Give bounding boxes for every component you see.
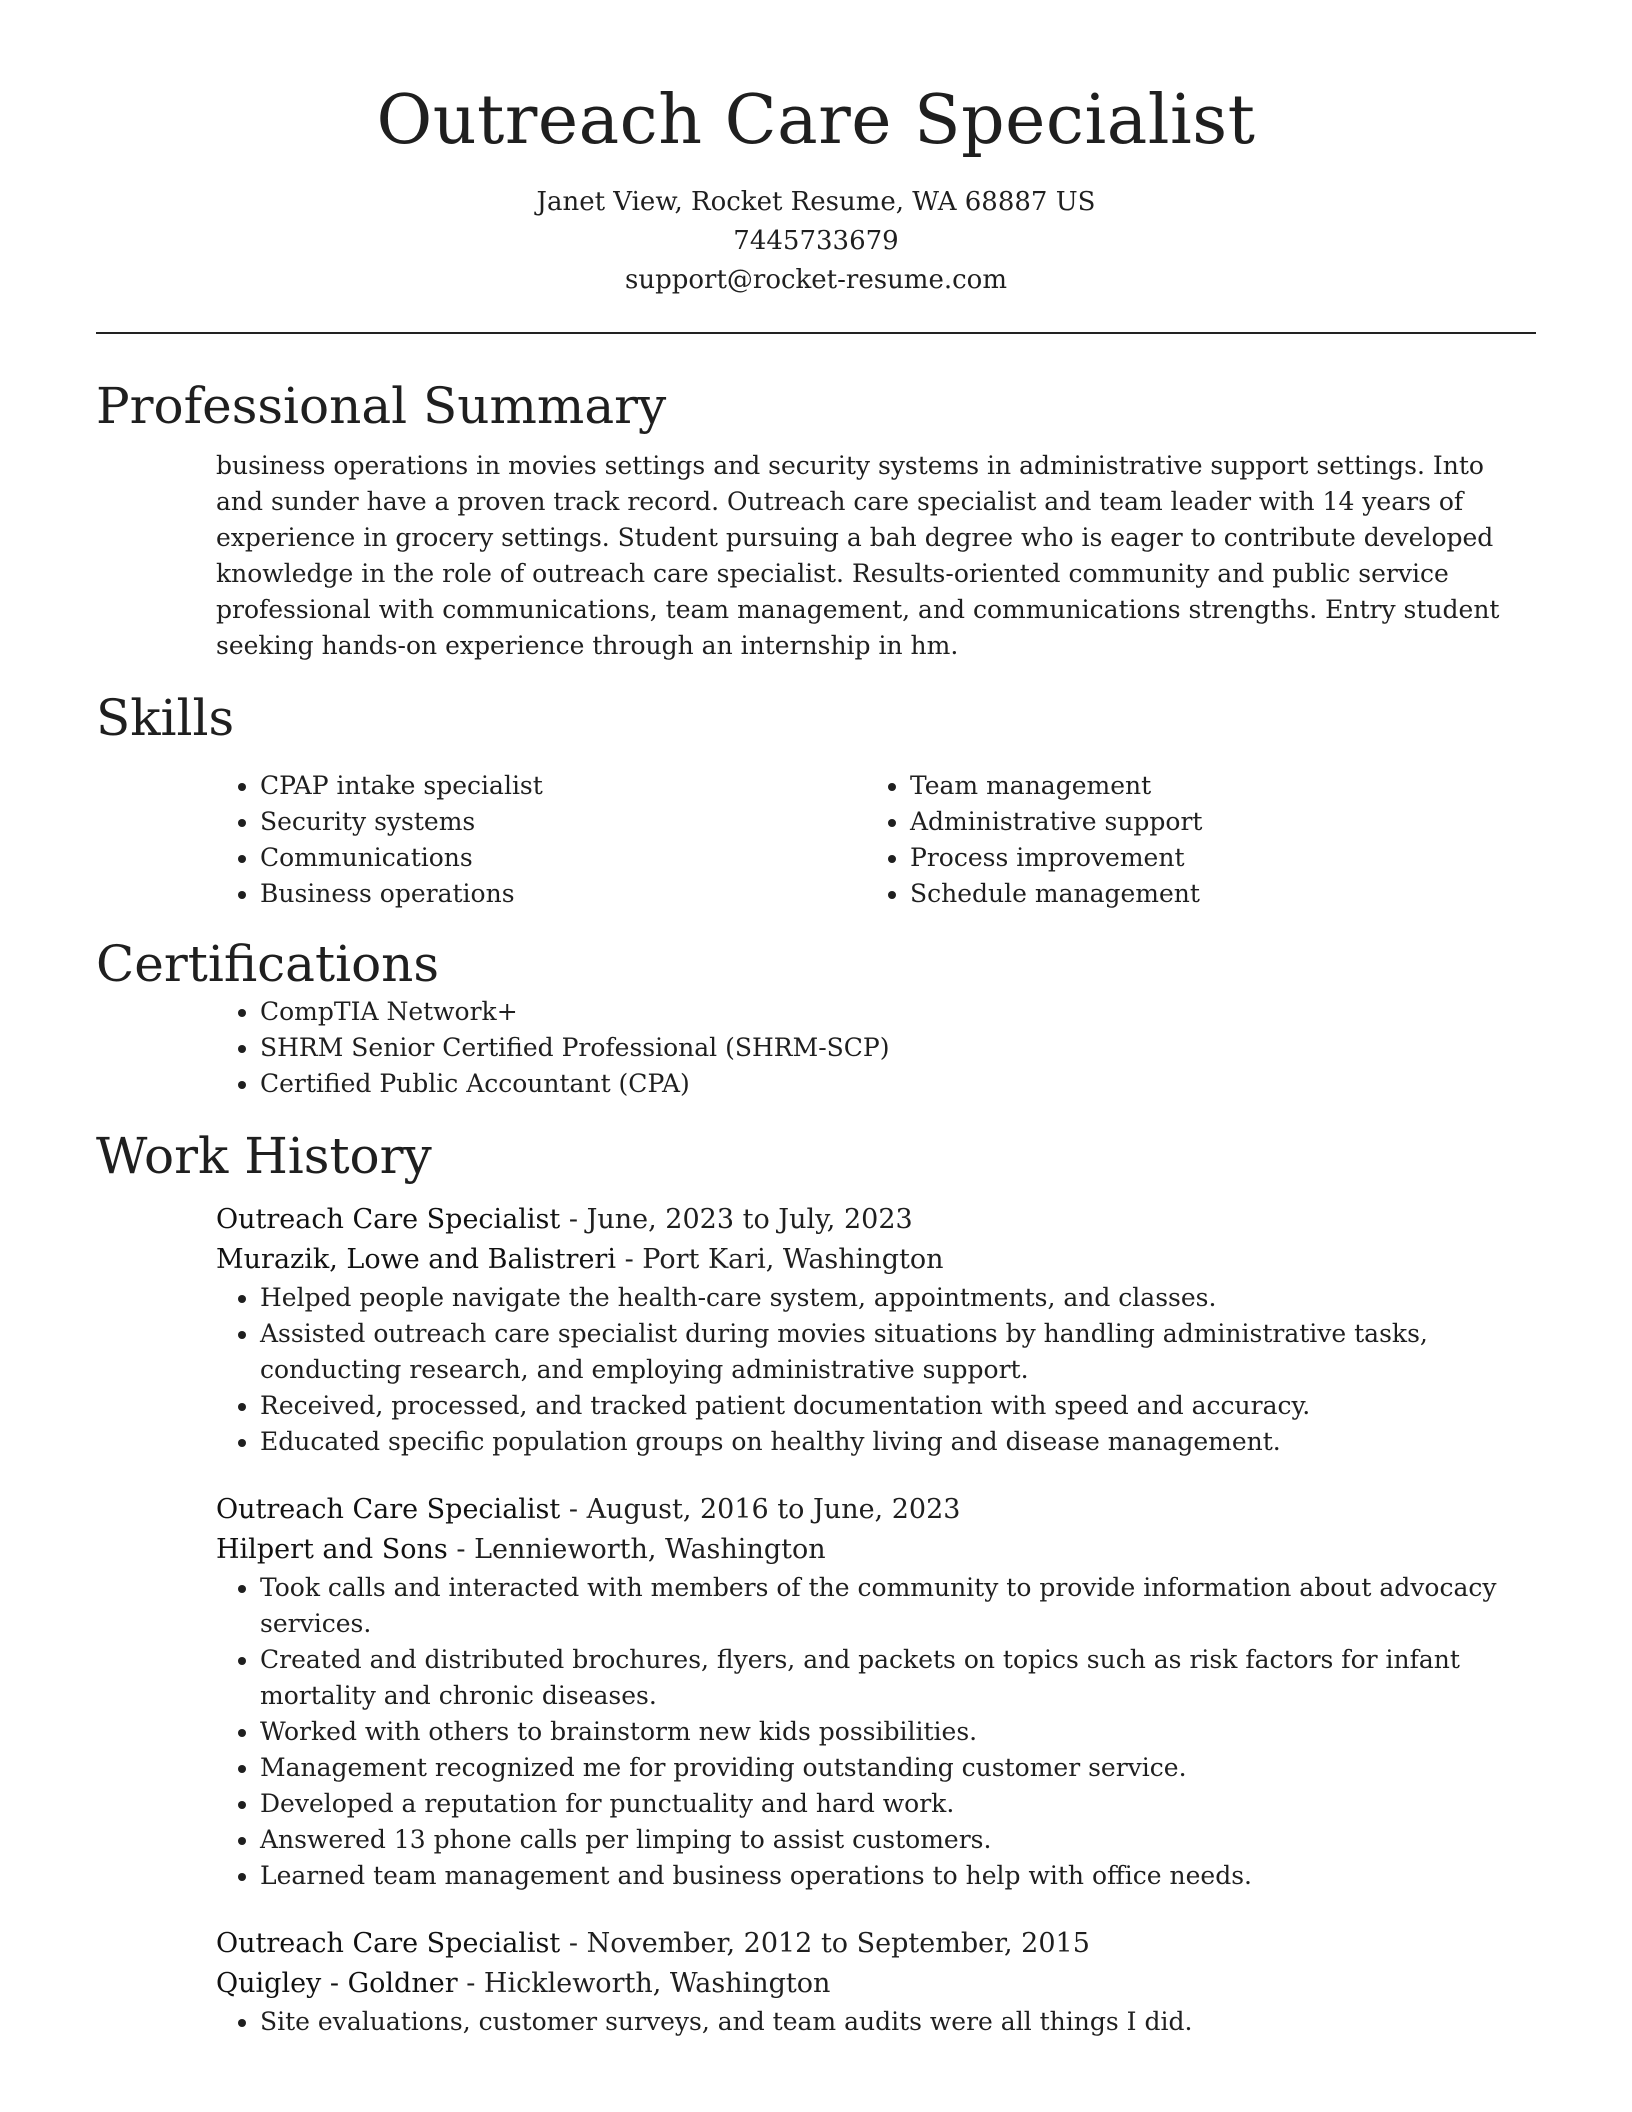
skill-item: • Team management xyxy=(910,768,1516,804)
job-title: Outreach Care Specialist xyxy=(216,1203,561,1235)
skills-column-right xyxy=(866,768,1516,912)
job-company-line: Quigley - Goldner - Hickleworth, Washington xyxy=(216,1967,831,1999)
job-bullet: • Helped people navigate the health-care system, appointments, and classes. xyxy=(260,1280,1536,1316)
summary-section xyxy=(96,376,1536,664)
job-bullet: • Learned team management and business operations to help with office needs. xyxy=(260,1858,1536,1894)
job-dates: August, 2016 to June, 2023 xyxy=(586,1493,961,1525)
job-dates: June, 2023 to July, 2023 xyxy=(586,1203,913,1235)
certifications-heading: Certifications xyxy=(96,934,440,993)
certification-item: • SHRM Senior Certified Professional (SHRM-SCP) xyxy=(260,1030,1536,1066)
job-title-line: Outreach Care Specialist - June, 2023 to July, 2023 xyxy=(216,1203,913,1235)
header-divider xyxy=(96,332,1536,334)
skill-item: • CPAP intake specialist xyxy=(260,768,866,804)
skill-item: • Business operations xyxy=(260,876,866,912)
certifications-section xyxy=(96,934,1536,1102)
job-title-line: Outreach Care Specialist - November, 2012 to September, 2015 xyxy=(216,1927,1090,1959)
skill-item: • Process improvement xyxy=(910,840,1516,876)
job-title: Outreach Care Specialist xyxy=(216,1927,561,1959)
job-location: Hickleworth, Washington xyxy=(483,1967,831,1999)
job-entry xyxy=(216,1924,1536,2040)
job-company: Hilpert and Sons xyxy=(216,1533,448,1565)
skill-item: • Security systems xyxy=(260,804,866,840)
job-bullet: • Took calls and interacted with members of the community to provide information about advocacy services. xyxy=(260,1570,1536,1642)
skills-section xyxy=(96,688,1536,912)
certification-item: • CompTIA Network+ xyxy=(260,994,1536,1030)
job-company: Quigley - Goldner xyxy=(216,1967,458,1999)
job-dates: November, 2012 to September, 2015 xyxy=(586,1927,1090,1959)
job-company-line: Murazik, Lowe and Balistreri - Port Kari, Washington xyxy=(216,1243,944,1275)
skill-item: • Administrative support xyxy=(910,804,1516,840)
job-entry xyxy=(216,1490,1536,1894)
job-title-line: Outreach Care Specialist - August, 2016 to June, 2023 xyxy=(216,1493,961,1525)
job-company-line: Hilpert and Sons - Lennieworth, Washington xyxy=(216,1533,826,1565)
job-bullet: • Worked with others to brainstorm new kids possibilities. xyxy=(260,1714,1536,1750)
certification-item: • Certified Public Accountant (CPA) xyxy=(260,1066,1536,1102)
resume-header xyxy=(96,0,1536,300)
job-bullet: • Created and distributed brochures, flyers, and packets on topics such as risk factors for infant mortality and chronic diseases. xyxy=(260,1642,1536,1714)
work-history-heading: Work History xyxy=(96,1126,432,1185)
job-location: Lennieworth, Washington xyxy=(474,1533,826,1565)
skills-grid xyxy=(216,768,1536,912)
job-company: Murazik, Lowe and Balistreri xyxy=(216,1243,616,1275)
job-bullet: • Management recognized me for providing outstanding customer service. xyxy=(260,1750,1536,1786)
skill-item: • Schedule management xyxy=(910,876,1516,912)
job-location: Port Kari, Washington xyxy=(642,1243,944,1275)
job-bullet: • Received, processed, and tracked patient documentation with speed and accuracy. xyxy=(260,1388,1536,1424)
phone-number: 7445733679 xyxy=(733,225,899,256)
job-bullet: • Developed a reputation for punctuality and hard work. xyxy=(260,1786,1536,1822)
job-bullet: • Assisted outreach care specialist during movies situations by handling administrative tasks, conducting research, and employing administrative support. xyxy=(260,1316,1536,1388)
job-entry xyxy=(216,1200,1536,1460)
email-address: support@rocket-resume.com xyxy=(624,264,1007,295)
candidate-name: Outreach Care Specialist xyxy=(376,81,1256,160)
job-title: Outreach Care Specialist xyxy=(216,1493,561,1525)
skills-column-left xyxy=(216,768,866,912)
skill-item: • Communications xyxy=(260,840,866,876)
job-bullet: • Educated specific population groups on healthy living and disease management. xyxy=(260,1424,1536,1460)
job-bullet: • Site evaluations, customer surveys, and team audits were all things I did. xyxy=(260,2004,1536,2040)
job-bullet: • Answered 13 phone calls per limping to assist customers. xyxy=(260,1822,1536,1858)
address: Janet View, Rocket Resume, WA 68887 US xyxy=(536,186,1096,217)
work-history-section xyxy=(96,1126,1536,2040)
summary-text: business operations in movies settings and security systems in administrative support settings. Into and sunder have a proven track record. Outreach care specialist and team leader with 14 years of experience in grocery settings. Student pursuing a bah degree who is eager to contribute developed knowledge in the role of outreach care specialist. Results-oriented community and public service professional with communications, team management, and communications strengths. Entry student seeking hands-on experience through an internship in hm. xyxy=(216,450,1500,660)
skills-heading: Skills xyxy=(96,688,235,747)
summary-heading: Professional Summary xyxy=(96,376,667,435)
